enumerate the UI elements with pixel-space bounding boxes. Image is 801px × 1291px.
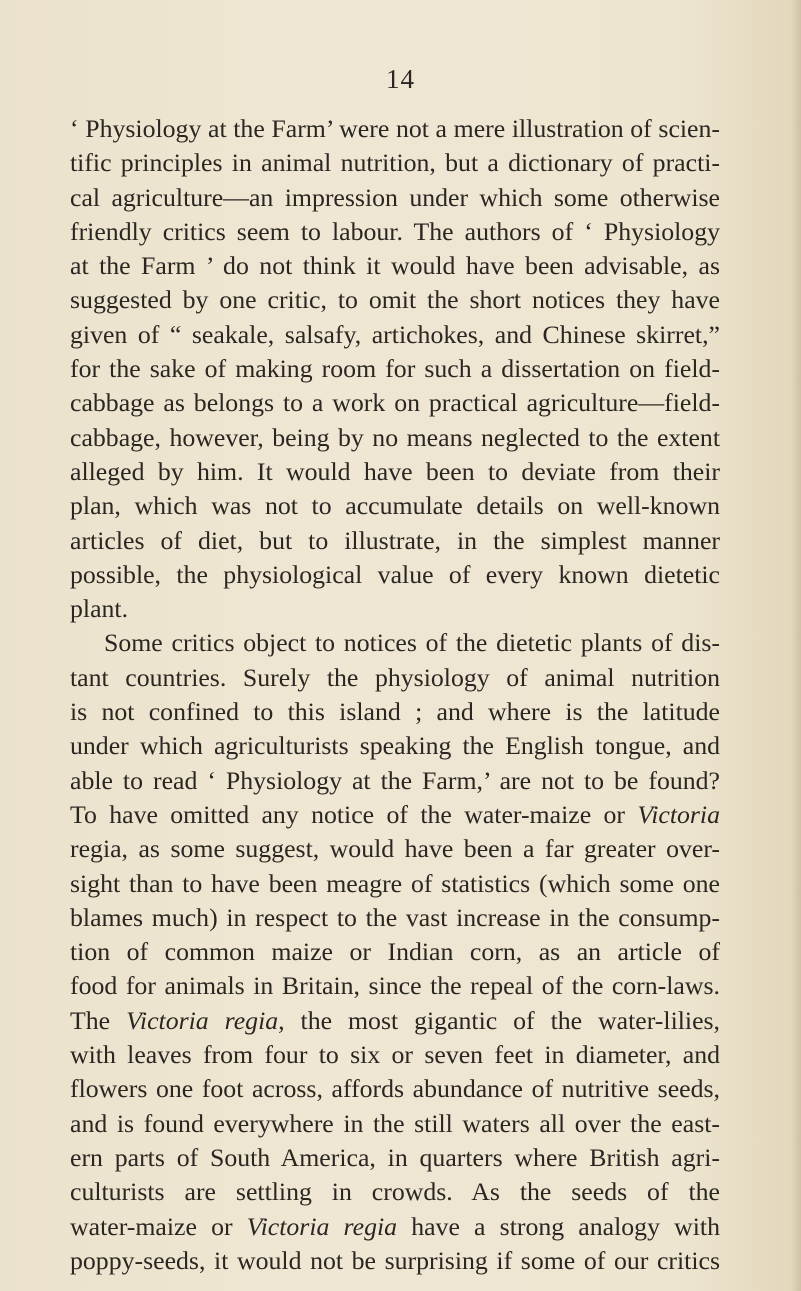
italic-fragment: Victoria regia <box>246 1211 398 1241</box>
text-line <box>70 1210 720 1244</box>
text-line: flowers one foot across, affords abundance of nutritive seeds, <box>70 1074 720 1104</box>
text-line: plant. <box>70 594 129 624</box>
text-line: cal agriculture—an impression under which some otherwise <box>70 182 720 212</box>
text-line: blames much) in respect to the vast increase in the consump- <box>70 902 720 932</box>
text-line: suggested by one critic, to omit the short notices they have <box>70 285 720 315</box>
text-line <box>70 1004 720 1038</box>
text-line: friendly critics seem to labour. The authors of ‘ Physiology <box>70 216 720 246</box>
text-line: given of “ seakale, salsafy, artichokes, and Chinese skirret,” <box>70 319 720 349</box>
text-fragment: the most gigantic of the water-lilies, <box>284 1005 721 1035</box>
text-line: ern parts of South America, in quarters where British agri- <box>70 1142 720 1172</box>
paragraph-1 <box>70 112 720 626</box>
page-edge-shadow <box>791 0 801 1291</box>
text-line: regia, as some suggest, would have been a far greater over- <box>70 834 720 864</box>
text-line: cabbage as belongs to a work on practical agriculture—field- <box>70 388 720 418</box>
text-fragment: have a strong analogy with <box>397 1211 720 1241</box>
text-fragment: water-maize or <box>70 1211 247 1241</box>
text-line: Some critics object to notices of the dietetic plants of dis- <box>104 628 720 658</box>
text-fragment: The <box>70 1005 127 1035</box>
text-line: possible, the physiological value of every known dietetic <box>70 559 720 589</box>
text-line: with leaves from four to six or seven feet in diameter, and <box>70 1040 720 1070</box>
paragraph-2 <box>70 626 720 1278</box>
text-line: and is found everywhere in the still waters all over the east- <box>70 1108 720 1138</box>
text-line: tant countries. Surely the physiology of animal nutrition <box>70 662 720 692</box>
text-line: able to read ‘ Physiology at the Farm,’ are not to be found? <box>70 765 720 795</box>
text-line: plan, which was not to accumulate details on well-known <box>70 491 720 521</box>
text-line: alleged by him. It would have been to deviate from their <box>70 456 720 486</box>
text-line: at the Farm ’ do not think it would have been advisable, as <box>70 251 720 281</box>
text-line: articles of diet, but to illustrate, in the simplest manner <box>70 525 720 555</box>
italic-fragment: Victoria regia, <box>126 1005 285 1035</box>
text-line: ‘ Physiology at the Farm’ were not a mere illustration of scien- <box>70 114 720 143</box>
page-number: 14 <box>386 64 415 94</box>
italic-fragment: Victoria <box>637 799 720 829</box>
text-line: sight than to have been meagre of statistics (which some one <box>70 868 720 898</box>
text-line: is not confined to this island ; and where is the latitude <box>70 697 720 727</box>
text-line: under which agriculturists speaking the English tongue, and <box>70 731 720 761</box>
text-line: food for animals in Britain, since the repeal of the corn-laws. <box>70 971 720 1001</box>
text-fragment: To have omitted any notice of the water-maize or <box>70 799 638 829</box>
text-line: poppy-seeds, it would not be surprising if some of our critics <box>70 1245 720 1275</box>
body-text <box>70 112 720 1278</box>
text-line <box>70 798 720 832</box>
text-line: for the sake of making room for such a dissertation on field- <box>70 354 720 384</box>
text-line: tific principles in animal nutrition, but a dictionary of practi- <box>70 148 720 178</box>
text-line: tion of common maize or Indian corn, as an article of <box>70 937 720 967</box>
text-line: culturists are settling in crowds. As the seeds of the <box>70 1177 720 1207</box>
text-line: cabbage, however, being by no means neglected to the extent <box>70 422 720 452</box>
